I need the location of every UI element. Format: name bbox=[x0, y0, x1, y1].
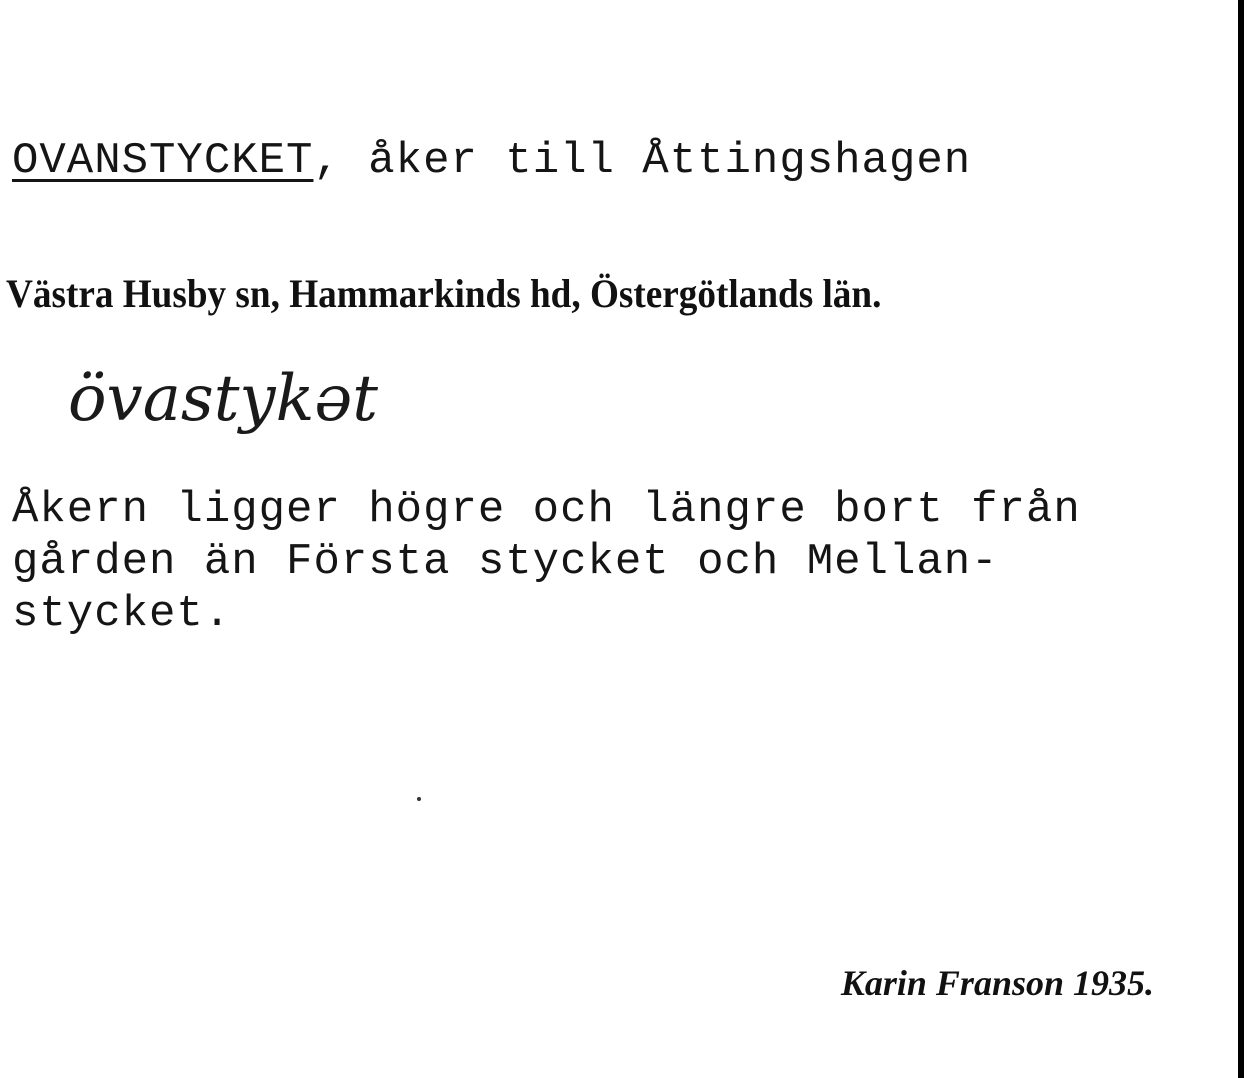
description-block bbox=[12, 484, 1081, 640]
signature: Karin Franson 1935. bbox=[840, 963, 1154, 1003]
handwritten-pronunciation bbox=[60, 350, 390, 460]
place-name: OVANSTYCKET bbox=[12, 136, 314, 186]
description-line: Åkern ligger högre och längre bort från bbox=[12, 485, 1081, 535]
card-edge-border bbox=[1238, 0, 1244, 1078]
place-description: , åker till Åttingshagen bbox=[313, 136, 972, 186]
description-line: stycket. bbox=[12, 589, 232, 639]
description-line: gården än Första stycket och Mellan- bbox=[12, 537, 999, 587]
handwritten-text: övastykət bbox=[68, 362, 378, 436]
card-title bbox=[12, 136, 971, 186]
location-line: Västra Husby sn, Hammarkinds hd, Östergötlands län. bbox=[6, 271, 882, 316]
ink-speck bbox=[417, 797, 421, 801]
